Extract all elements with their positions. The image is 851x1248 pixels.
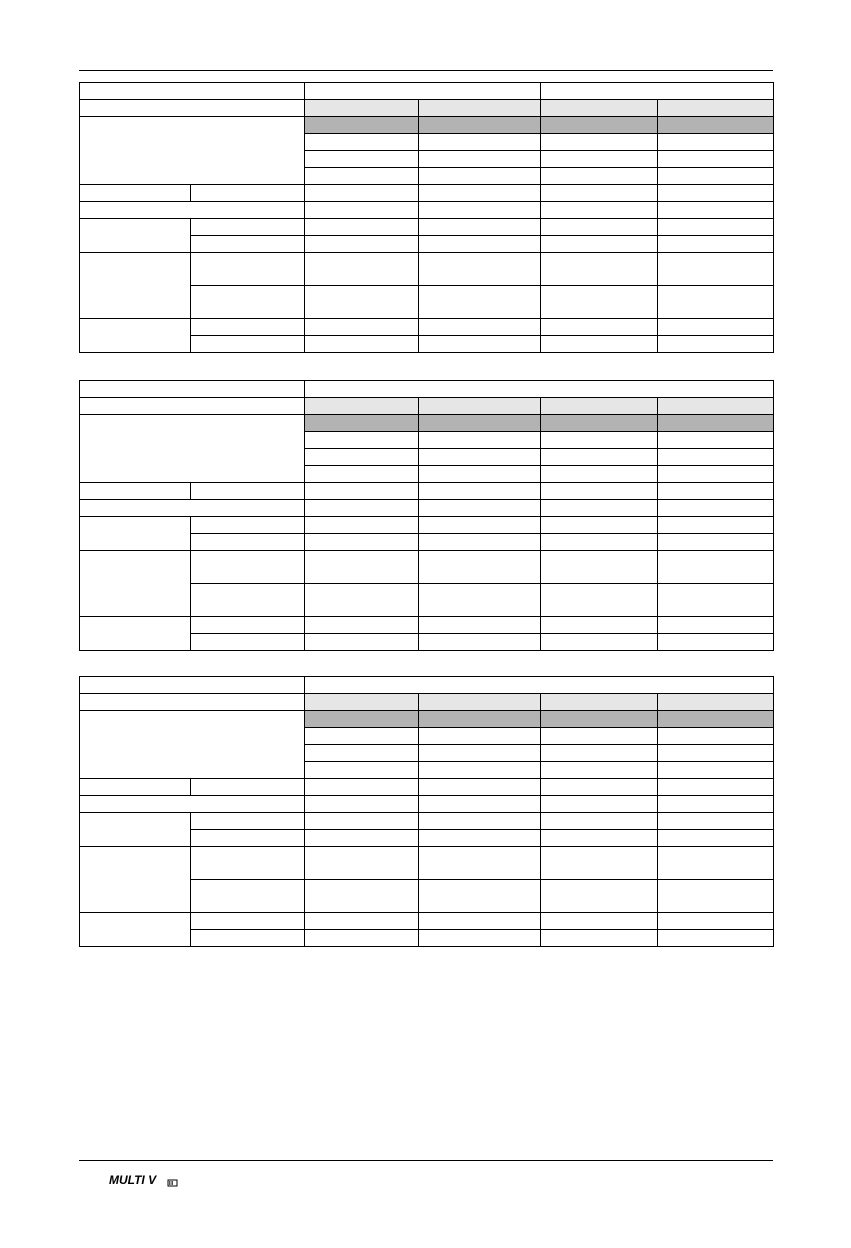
- model-cell: [658, 398, 774, 415]
- table-cell: [419, 219, 541, 236]
- row-label: [80, 185, 191, 202]
- combination-label: [80, 711, 305, 779]
- table-cell: [541, 319, 658, 336]
- table-cell: [419, 432, 541, 449]
- model-cell: [419, 694, 541, 711]
- table-cell: [541, 617, 658, 634]
- unit-cell: [541, 415, 658, 432]
- spec-table-3: [79, 676, 774, 947]
- table-cell: [658, 517, 774, 534]
- table-cell: [305, 930, 419, 947]
- table-cell: [541, 432, 658, 449]
- row-label: [80, 219, 191, 253]
- table-cell: [658, 319, 774, 336]
- model-row-label: [80, 694, 305, 711]
- table-cell: [419, 534, 541, 551]
- spec-table-2: [79, 380, 774, 651]
- table-cell: [305, 134, 419, 151]
- table-cell: [541, 336, 658, 353]
- row-sublabel: [191, 517, 305, 534]
- table-cell: [541, 813, 658, 830]
- table-cell: [419, 517, 541, 534]
- table-cell: [541, 151, 658, 168]
- table-cell: [541, 762, 658, 779]
- logo-badge: III: [169, 1181, 174, 1187]
- table-cell: [658, 813, 774, 830]
- table-cell: [658, 617, 774, 634]
- table-cell: [658, 449, 774, 466]
- row-label: [80, 796, 305, 813]
- table-cell: [305, 500, 419, 517]
- table-cell: [541, 728, 658, 745]
- table-cell: [305, 617, 419, 634]
- model-cell: [419, 398, 541, 415]
- table-cell: [419, 134, 541, 151]
- table-cell: [541, 134, 658, 151]
- table-cell: [419, 584, 541, 617]
- table-cell: [541, 449, 658, 466]
- table-cell: [419, 847, 541, 880]
- table-cell: [305, 483, 419, 500]
- table-cell: [305, 779, 419, 796]
- unit-cell: [541, 711, 658, 728]
- unit-cell: [305, 711, 419, 728]
- row-label: [80, 779, 191, 796]
- row-label: [80, 551, 191, 617]
- row-sublabel: [191, 319, 305, 336]
- table-cell: [541, 551, 658, 584]
- table-cell: [305, 796, 419, 813]
- table-cell: [658, 483, 774, 500]
- table-cell: [305, 253, 419, 286]
- table-header-label: [80, 677, 305, 694]
- table-cell: [541, 483, 658, 500]
- multi-v-logo: [109, 1172, 179, 1188]
- table-cell: [658, 236, 774, 253]
- table-cell: [419, 634, 541, 651]
- row-sublabel: [191, 617, 305, 634]
- unit-cell: [305, 415, 419, 432]
- unit-cell: [305, 117, 419, 134]
- table-cell: [305, 534, 419, 551]
- table-header-group: [305, 677, 774, 694]
- unit-cell: [419, 711, 541, 728]
- table-cell: [658, 728, 774, 745]
- unit-cell: [419, 415, 541, 432]
- table-cell: [541, 634, 658, 651]
- table-cell: [419, 745, 541, 762]
- table-cell: [419, 466, 541, 483]
- model-cell: [658, 694, 774, 711]
- table-header-group: [305, 83, 541, 100]
- table-cell: [419, 185, 541, 202]
- row-sublabel: [191, 219, 305, 236]
- table-cell: [658, 847, 774, 880]
- table-cell: [419, 813, 541, 830]
- table-header-label: [80, 83, 305, 100]
- logo-text: MULTI V: [109, 1173, 157, 1187]
- table-cell: [305, 517, 419, 534]
- row-sublabel: [191, 551, 305, 584]
- table-cell: [419, 551, 541, 584]
- table-cell: [658, 634, 774, 651]
- unit-cell: [541, 117, 658, 134]
- row-sublabel: [191, 813, 305, 830]
- table-cell: [541, 584, 658, 617]
- table-cell: [305, 185, 419, 202]
- table-cell: [658, 584, 774, 617]
- table-cell: [658, 219, 774, 236]
- row-label: [80, 813, 191, 847]
- footer-rule: [79, 1160, 773, 1161]
- table-cell: [419, 617, 541, 634]
- row-sublabel: [191, 830, 305, 847]
- model-cell: [658, 100, 774, 117]
- table-cell: [658, 185, 774, 202]
- table-cell: [658, 336, 774, 353]
- row-label: [80, 483, 191, 500]
- model-row-label: [80, 100, 305, 117]
- spec-table-1: [79, 82, 774, 353]
- table-cell: [305, 202, 419, 219]
- row-sublabel: [191, 847, 305, 880]
- row-sublabel: [191, 253, 305, 286]
- table-header-label: [80, 381, 305, 398]
- row-label: [80, 517, 191, 551]
- row-label: [80, 319, 191, 353]
- model-cell: [419, 100, 541, 117]
- table-cell: [419, 236, 541, 253]
- table-cell: [541, 219, 658, 236]
- table-cell: [541, 185, 658, 202]
- table-cell: [658, 762, 774, 779]
- model-cell: [305, 398, 419, 415]
- unit-cell: [658, 415, 774, 432]
- table-cell: [305, 762, 419, 779]
- model-cell: [305, 100, 419, 117]
- model-row-label: [80, 398, 305, 415]
- table-cell: [658, 830, 774, 847]
- table-cell: [419, 253, 541, 286]
- table-cell: [305, 880, 419, 913]
- table-cell: [305, 151, 419, 168]
- table-cell: [541, 253, 658, 286]
- table-cell: [305, 466, 419, 483]
- table-cell: [419, 319, 541, 336]
- table-cell: [541, 830, 658, 847]
- table-cell: [658, 880, 774, 913]
- table-cell: [541, 500, 658, 517]
- row-label: [80, 202, 305, 219]
- table-cell: [541, 880, 658, 913]
- unit-cell: [658, 117, 774, 134]
- table-cell: [419, 796, 541, 813]
- table-cell: [305, 728, 419, 745]
- table-cell: [305, 813, 419, 830]
- table-cell: [658, 432, 774, 449]
- row-sublabel: [191, 534, 305, 551]
- row-sublabel: [191, 913, 305, 930]
- table-cell: [658, 779, 774, 796]
- table-cell: [305, 286, 419, 319]
- table-cell: [541, 517, 658, 534]
- table-cell: [658, 534, 774, 551]
- row-label: [80, 253, 191, 319]
- table-cell: [419, 202, 541, 219]
- table-cell: [541, 286, 658, 319]
- table-cell: [658, 253, 774, 286]
- row-sublabel: [191, 483, 305, 500]
- table-cell: [305, 449, 419, 466]
- table-cell: [419, 286, 541, 319]
- row-sublabel: [191, 336, 305, 353]
- table-cell: [419, 728, 541, 745]
- table-cell: [541, 466, 658, 483]
- table-cell: [541, 847, 658, 880]
- table-cell: [419, 449, 541, 466]
- table-cell: [658, 134, 774, 151]
- table-cell: [419, 151, 541, 168]
- model-cell: [541, 694, 658, 711]
- table-cell: [305, 830, 419, 847]
- table-cell: [541, 236, 658, 253]
- table-cell: [419, 168, 541, 185]
- table-cell: [305, 319, 419, 336]
- row-sublabel: [191, 779, 305, 796]
- table-cell: [305, 634, 419, 651]
- table-cell: [658, 168, 774, 185]
- table-cell: [305, 745, 419, 762]
- table-cell: [658, 551, 774, 584]
- model-cell: [305, 694, 419, 711]
- row-label: [80, 500, 305, 517]
- table-cell: [541, 913, 658, 930]
- table-cell: [658, 913, 774, 930]
- table-cell: [305, 913, 419, 930]
- table-cell: [658, 500, 774, 517]
- table-cell: [419, 880, 541, 913]
- table-cell: [541, 930, 658, 947]
- table-cell: [541, 745, 658, 762]
- table-cell: [658, 466, 774, 483]
- row-label: [80, 847, 191, 913]
- table-cell: [541, 534, 658, 551]
- table-cell: [305, 551, 419, 584]
- table-cell: [541, 168, 658, 185]
- table-cell: [541, 779, 658, 796]
- row-label: [80, 913, 191, 947]
- table-cell: [658, 930, 774, 947]
- table-header-group: [305, 381, 774, 398]
- table-cell: [658, 745, 774, 762]
- table-cell: [419, 336, 541, 353]
- table-cell: [419, 913, 541, 930]
- row-sublabel: [191, 286, 305, 319]
- combination-label: [80, 117, 305, 185]
- header-rule: [79, 70, 773, 71]
- table-cell: [305, 432, 419, 449]
- unit-cell: [658, 711, 774, 728]
- table-cell: [305, 168, 419, 185]
- table-cell: [419, 930, 541, 947]
- table-cell: [305, 236, 419, 253]
- table-cell: [658, 151, 774, 168]
- model-cell: [541, 398, 658, 415]
- unit-cell: [419, 117, 541, 134]
- table-cell: [541, 796, 658, 813]
- table-cell: [541, 202, 658, 219]
- table-cell: [419, 762, 541, 779]
- row-sublabel: [191, 584, 305, 617]
- table-cell: [305, 847, 419, 880]
- row-label: [80, 617, 191, 651]
- table-header-group: [541, 83, 774, 100]
- table-cell: [658, 286, 774, 319]
- row-sublabel: [191, 634, 305, 651]
- combination-label: [80, 415, 305, 483]
- table-cell: [305, 219, 419, 236]
- table-cell: [658, 796, 774, 813]
- row-sublabel: [191, 236, 305, 253]
- row-sublabel: [191, 185, 305, 202]
- model-cell: [541, 100, 658, 117]
- table-cell: [305, 336, 419, 353]
- table-cell: [419, 500, 541, 517]
- row-sublabel: [191, 880, 305, 913]
- table-cell: [305, 584, 419, 617]
- row-sublabel: [191, 930, 305, 947]
- table-cell: [658, 202, 774, 219]
- table-cell: [419, 483, 541, 500]
- table-cell: [419, 830, 541, 847]
- table-cell: [419, 779, 541, 796]
